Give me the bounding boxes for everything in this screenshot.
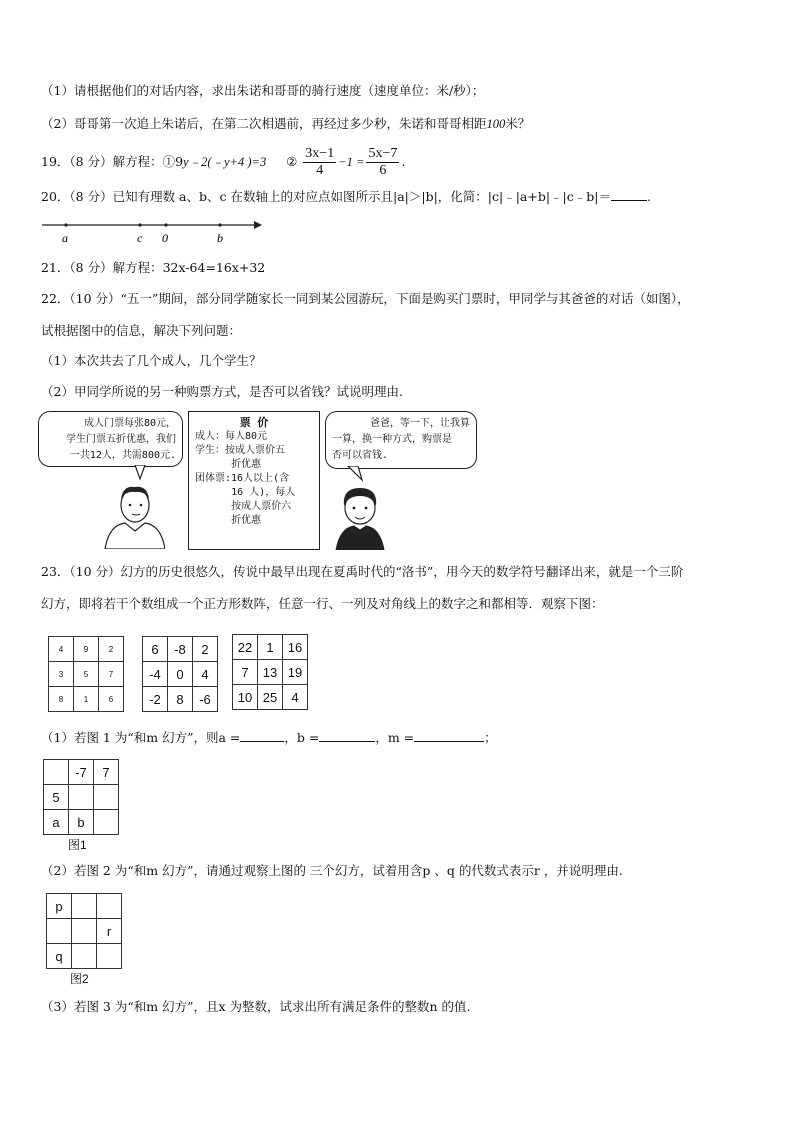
figure-2-caption: 图2 (70, 972, 89, 986)
q23-part1-end: ； (484, 730, 497, 745)
q18-part2 (41, 115, 530, 133)
q23-part1-text: （1）若图 1 为“和m 幻方”，则a = (41, 730, 241, 745)
q23-part1-m: ，m = (375, 730, 415, 745)
q20 (41, 188, 651, 206)
dad-bubble-line: 成人门票每张80元， (83, 418, 176, 429)
q19-prefix: 19．（8 分）解方程：①9 (41, 154, 184, 169)
blank-m[interactable] (414, 729, 484, 742)
ticket-line: 学生：按成人票价五 (195, 445, 285, 456)
blank-b[interactable] (319, 729, 375, 742)
bubble-tail-icon (348, 466, 362, 480)
q19-end: . (401, 154, 406, 169)
magic-square-2: 6 -8 2 -4 0 4 -2 8 -6 (142, 636, 218, 712)
blank-a[interactable] (240, 729, 284, 742)
q23-part1-b: ，b = (284, 730, 320, 745)
q22-part1: （1）本次共去了几个成人，几个学生？ (41, 353, 262, 368)
q19-mid: −1 = (338, 155, 365, 169)
q23-part1 (41, 729, 497, 747)
ticket-line: 折优惠 (195, 515, 262, 526)
q22-line1: 22．（10 分）“五一”期间，部分同学随家长一同到某公园游玩，下面是购买门票时，甲同学与其爸爸的对话（如图）， (41, 291, 690, 306)
number-line (40, 216, 270, 248)
point-0 (164, 223, 167, 226)
magic-square-1: 4 9 2 3 5 7 8 1 6 (48, 636, 124, 712)
q23-line2: 幻方，即将若干个数组成一个正方形数阵，任意一行、一列及对角线上的数字之和都相等．观察下图： (41, 596, 604, 611)
kid-bubble-line: 爸爸，等一下，让我算 (370, 418, 470, 429)
kid-bubble-line: 一算，换一种方式，购票是 (332, 434, 452, 445)
label-a: a (62, 231, 68, 245)
dad-body-icon (105, 523, 165, 549)
dad-bubble-line: 学生门票五折优惠，我们 (66, 434, 176, 445)
number-line-arrow (254, 221, 262, 229)
q21: 21．（8 分）解方程：32x-64=16x+32 (41, 260, 266, 275)
kid-figure (328, 466, 398, 550)
ticket-line: 成人：每人80元 (195, 431, 268, 442)
figure-2-grid: p r q (46, 893, 122, 969)
kid-body-icon (336, 526, 384, 550)
q22-line2: 试根据图中的信息，解决下列问题： (41, 323, 242, 338)
q18-part1: （1）请根据他们的对话内容，求出朱诺和哥哥的骑行速度（速度单位：米/秒）； (41, 83, 485, 98)
ticket-line: 按成人票价六 (195, 501, 292, 512)
q20-text: 20．（8 分）已知有理数 a、b、c 在数轴上的对应点如图所示且|a|＞|b|，化简：|c|﹣|a+b|﹣|c﹣b|＝ (41, 189, 611, 204)
q19-fraction2: $\frac{5x-7}{6}$ (368, 146, 398, 178)
q18-distance: 100 (486, 117, 506, 131)
ticket-line: 团体票:16人以上(含 (195, 473, 290, 484)
ticket-title: 票 价 (239, 416, 269, 429)
dad-figure (95, 465, 165, 549)
q19-mark2: ② (286, 154, 298, 169)
ticket-line: 折优惠 (195, 459, 262, 470)
q23-line1: 23．（10 分）幻方的历史很悠久，传说中最早出现在夏禹时代的“洛书”，用今天的数学符号翻译出来，就是一个三阶 (41, 564, 684, 579)
dad-speech-bubble (38, 411, 183, 467)
point-b (218, 223, 221, 226)
point-a (64, 223, 67, 226)
ticket-price-board (188, 411, 320, 550)
q18-part2-end: 米？ (505, 116, 531, 131)
q23-part3: （3）若图 3 为“和m 幻方”，且x 为整数，试求出所有满足条件的整数n 的值. (41, 999, 471, 1014)
ticket-line: 16 人)，每人 (195, 487, 296, 498)
kid-speech-bubble (325, 411, 477, 469)
label-c: c (137, 231, 143, 245)
q23-part2: （2）若图 2 为“和m 幻方”，请通过观察上图的 三个幻方，试着用含p 、q 的代数式表示r ，并说明理由. (41, 863, 623, 878)
q19-equation1: y﹣2(﹣y+4 )=3 (183, 155, 267, 169)
bubble-tail-icon (135, 465, 145, 479)
q19 (41, 146, 405, 179)
dad-bubble-line: 一共12人，共需800元. (69, 450, 176, 461)
label-0: 0 (162, 231, 168, 245)
q20-blank[interactable] (611, 188, 647, 201)
q18-part2-text: （2）哥哥第一次追上朱诺后，在第二次相遇前，再经过多少秒，朱诺和哥哥相距 (41, 116, 487, 131)
q20-end: . (647, 189, 651, 204)
point-c (138, 223, 141, 226)
kid-bubble-line: 否可以省钱. (332, 450, 389, 461)
figure-1-grid: -7 7 5 a b (43, 759, 119, 835)
q22-part2: （2）甲同学所说的另一种购票方式，是否可以省钱？试说明理由. (41, 384, 403, 399)
label-b: b (217, 231, 223, 245)
figure-1-caption: 图1 (68, 838, 87, 852)
magic-square-3: 22 1 16 7 13 19 10 25 4 (232, 634, 308, 710)
q19-fraction1: $\frac{3x-1}{4}$ (305, 146, 335, 178)
